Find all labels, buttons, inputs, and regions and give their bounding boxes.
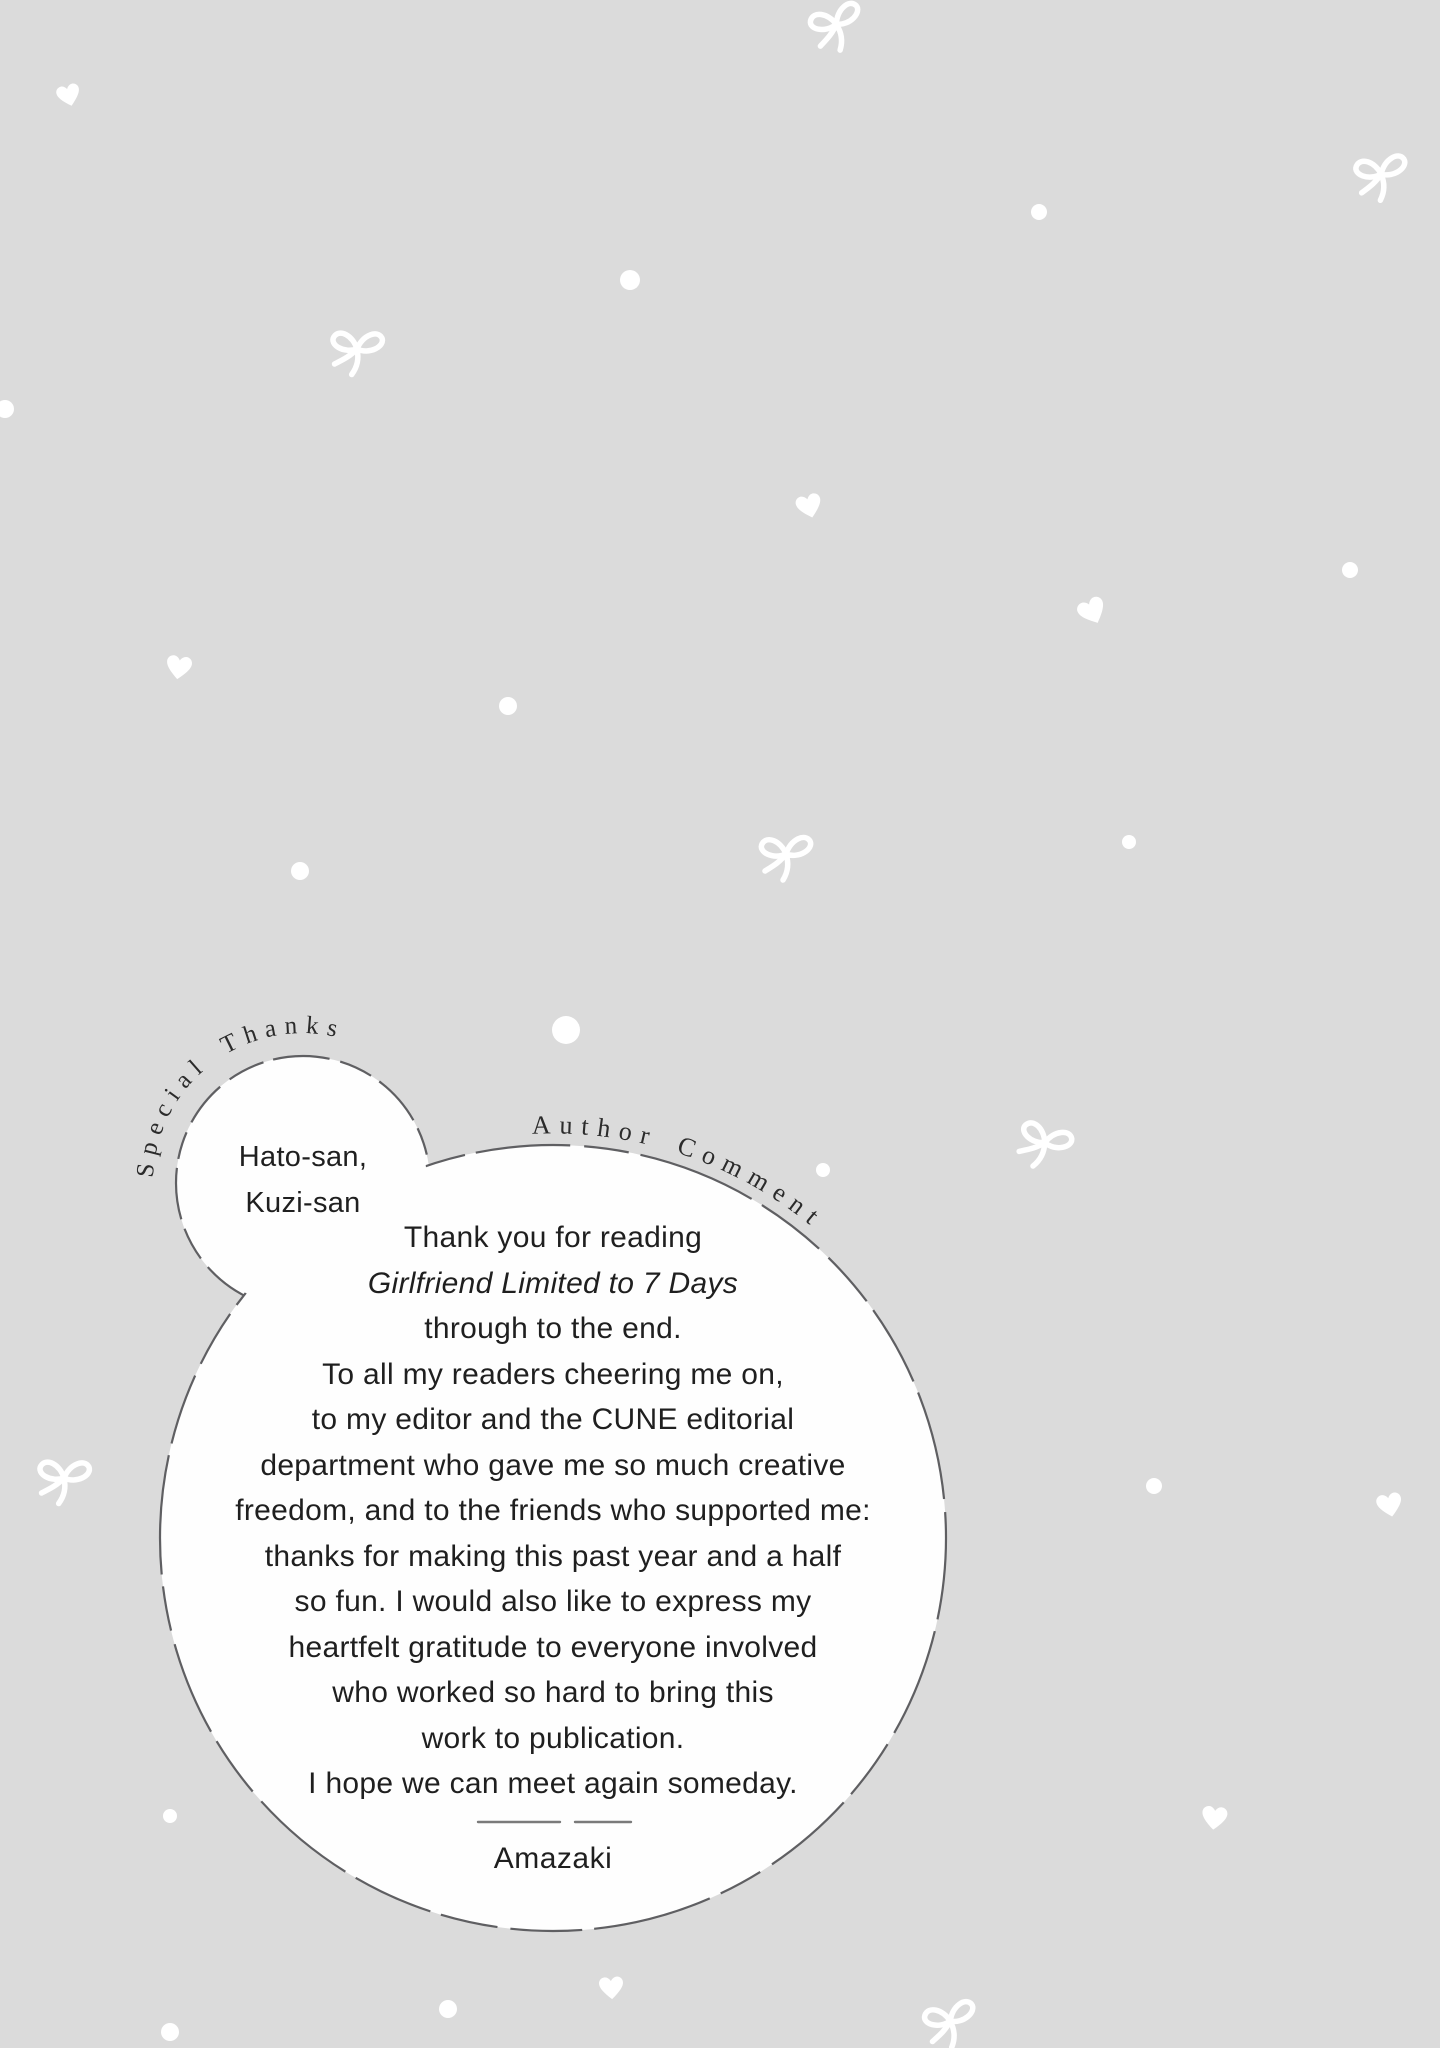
comment-line: to my editor and the CUNE editorial [311, 1403, 795, 1436]
author-signature: Amazaki [493, 1842, 613, 1875]
dot-icon [499, 697, 517, 715]
special-thanks-heading: Special Thanks [131, 1011, 348, 1179]
dot-icon [439, 2000, 457, 2018]
dot-icon [1146, 1478, 1162, 1494]
bow-icon [1355, 155, 1408, 202]
dot-icon [620, 270, 640, 290]
comment-line-book-title: Girlfriend Limited to 7 Days [367, 1267, 739, 1300]
comment-line: who worked so hard to bring this [332, 1676, 774, 1709]
dot-icon [0, 400, 14, 418]
dot-icon [552, 1016, 580, 1044]
heart-icon [55, 82, 83, 109]
dot-icon [1342, 562, 1358, 578]
bow-icon [1013, 1119, 1074, 1176]
bow-icon [761, 837, 810, 880]
dot-icon [1122, 835, 1136, 849]
thanks-name: Kuzi-san [245, 1187, 361, 1219]
comment-line: so fun. I would also like to express my [294, 1585, 812, 1618]
comment-line: To all my readers cheering me on, [322, 1358, 784, 1391]
comment-line: freedom, and to the friends who supported me: [235, 1494, 871, 1527]
comment-line: Thank you for reading [403, 1221, 703, 1254]
heart-icon [1375, 1491, 1404, 1519]
dot-icon [816, 1163, 830, 1177]
heart-icon [794, 492, 824, 521]
bow-icon [808, 2, 867, 56]
heart-icon [165, 654, 193, 680]
dot-icon [291, 862, 309, 880]
comment-line: work to publication. [421, 1722, 685, 1755]
thanks-name: Hato-san, [238, 1141, 368, 1173]
dot-icon [163, 1809, 177, 1823]
bow-icon [37, 1459, 90, 1506]
dot-icon [1031, 204, 1047, 220]
author-comment-heading: Author Comment [531, 1110, 832, 1236]
comment-line: department who gave me so much creative [260, 1449, 846, 1482]
heart-icon [599, 1976, 624, 2000]
dot-icon [161, 2023, 179, 2041]
heart-icon [1075, 595, 1110, 629]
bow-icon [923, 2001, 979, 2048]
comment-line: heartfelt gratitude to everyone involved [288, 1631, 818, 1664]
comment-line: I hope we can meet again someday. [308, 1767, 798, 1800]
comment-line: thanks for making this past year and a half [264, 1540, 842, 1573]
comment-line: through to the end. [424, 1312, 682, 1345]
heart-icon [1201, 1805, 1228, 1831]
bow-icon [330, 330, 383, 377]
